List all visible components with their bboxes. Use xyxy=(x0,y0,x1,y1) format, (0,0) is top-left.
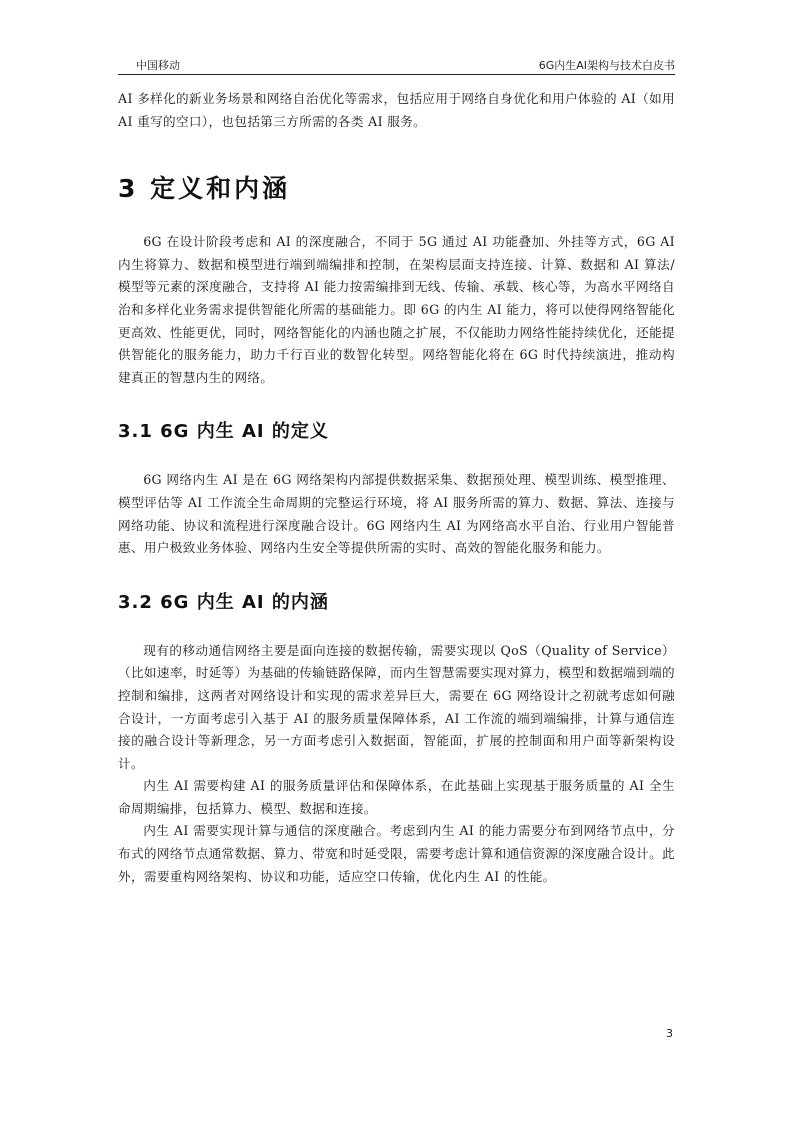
section-3-heading: 3 定义和内涵 xyxy=(118,174,291,204)
section-3-2-paragraph-3: 内生 AI 需要实现计算与通信的深度融合。考虑到内生 AI 的能力需要分布到网络节点中，分布式的网络节点通常数据、算力、带宽和时延受限，需要考虑计算和通信资源的深度融合设计。此外，需要重构网络架构、协议和功能，适应空口传输，优化内生 AI 的性能。 xyxy=(118,823,675,884)
page-header xyxy=(118,54,675,74)
header-divider xyxy=(118,74,675,75)
section-3-2-paragraph-2: 内生 AI 需要构建 AI 的服务质量评估和保障体系，在此基础上实现基于服务质量的 AI 全生命周期编排，包括算力、模型、数据和连接。 xyxy=(118,778,675,816)
section-3-1-heading: 3.1 6G 内生 AI 的定义 xyxy=(118,421,329,443)
section-3-1-paragraph: 6G 网络内生 AI 是在 6G 网络架构内部提供数据采集、数据预处理、模型训练、模型推理、模型评估等 AI 工作流全生命周期的完整运行环境，将 AI 服务所需的算力、数据、算法、连接与网络功能、协议和流程进行深度融合设计。6G 网络内生 AI 为网络高水平自治、行业用户智能普惠、用户极致业务体验、网络内生安全等提供所需的实时、高效的智能化服务和能力。 xyxy=(118,472,675,556)
page-number: 3 xyxy=(666,1027,673,1040)
section-3-2-paragraph-1: 现有的移动通信网络主要是面向连接的数据传输，需要实现以 QoS（Quality of Service）（比如速率，时延等）为基础的传输链路保障，而内生智慧需要实现对算力，模型和数据端到端的控制和编排，这两者对网络设计和实现的需求差异巨大，需要在 6G 网络设计之初就考虑如何融合设计，一方面考虑引入基于 AI 的服务质量保障体系，AI 工作流的端到端编排，计算与通信连接的融合设计等新理念，另一方面考虑引入数据面，智能面，扩展的控制面和用户面等新架构设计。 xyxy=(118,642,675,771)
intro-paragraph: AI 多样化的新业务场景和网络自治优化等需求，包括应用于网络自身优化和用户体验的 AI（如用 AI 重写的空口），也包括第三方所需的各类 AI 服务。 xyxy=(118,91,675,129)
page-body xyxy=(118,88,675,888)
section-3-paragraph: 6G 在设计阶段考虑和 AI 的深度融合，不同于 5G 通过 AI 功能叠加、外挂等方式，6G AI 内生将算力、数据和模型进行端到端编排和控制，在架构层面支持连接、计算、数据和 AI 算法/模型等元素的深度融合，支持将 AI 能力按需编排到无线、传输、承载、核心等，为高水平网络自治和多样化业务需求提供智能化所需的基础能力。即 6G 的内生 AI 能力，将可以使得网络智能化更高效、性能更优，同时，网络智能化的内涵也随之扩展，不仅能助力网络性能持续优化，还能提供智能化的服务能力，助力千行百业的数智化转型。网络智能化将在 6G 时代持续演进，推动构建真正的智慧内生的网络。 xyxy=(118,234,675,385)
section-3-2-heading: 3.2 6G 内生 AI 的内涵 xyxy=(118,591,329,613)
header-doc-title: 6G内生AI架构与技术白皮书 xyxy=(538,59,675,72)
header-org-name: 中国移动 xyxy=(136,59,180,72)
